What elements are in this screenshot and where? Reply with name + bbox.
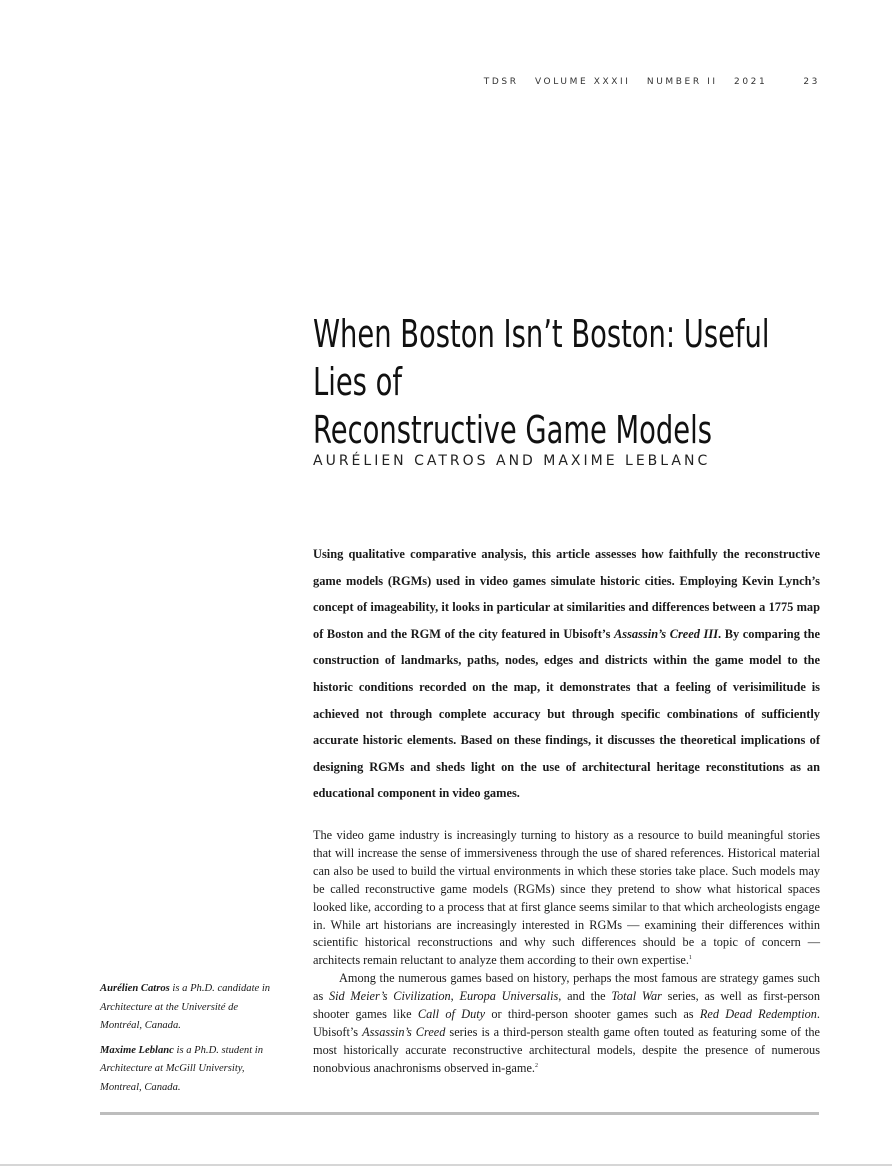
game-title-europa: Europa Universalis [459, 989, 559, 1004]
body-paragraph-1 [313, 827, 820, 970]
page-edge-rule [0, 1164, 892, 1166]
paragraph-2-text-f: . Ubisoft’s [313, 1007, 820, 1039]
paragraph-2-text-g: series is a third-person stealth game often touted as featuring some of the most historically accurate reconstructive architectural models, despite the presence of numerous nonobvious anachronisms observed in-game. [313, 1024, 820, 1075]
title-line-2: Reconstructive Game Models [313, 408, 712, 452]
article-title [313, 310, 817, 454]
page-number: 23 [803, 77, 820, 87]
footnote-ref-1: 1 [688, 955, 692, 962]
game-title-civilization: Sid Meier’s Civilization [328, 989, 451, 1004]
body-paragraph-2 [313, 970, 820, 1077]
author-bios [100, 980, 280, 1104]
body-text [313, 827, 820, 1078]
paragraph-2-text-d: series, as well as first-person shooter games like [313, 989, 820, 1022]
abstract-part-1: Using qualitative comparative analysis, this article assesses how faithfully the reconstructive game models (RGMs) used in video games simulate historic cities. Employing Kevin Lynch’s concept of imageability, it looks in particular at similarities and differences between a 1775 map of Boston and the RGM of the city featured in Ubisoft’s [313, 547, 820, 641]
author-bio [100, 980, 280, 1036]
paragraph-2-text-c: , and the [558, 989, 612, 1004]
abstract-part-2: . By comparing the construction of landmarks, paths, nodes, edges and districts within the game model to the historic conditions recorded on the map, it demonstrates that a feeling of verisimilitude is achieved not through complete accuracy but through specific combinations of sufficiently accurate historic elements. Based on these findings, it discusses the theoretical implications of designing RGMs and sheds light on the use of architectural heritage reconstitutions as an educational component in video games. [313, 626, 820, 801]
paragraph-2-text-e: or third-person shooter games such as [485, 1007, 700, 1022]
author-bio-name: Maxime Leblanc [100, 1044, 174, 1056]
game-title-red-dead: Red Dead Redemption [699, 1007, 817, 1022]
running-head [420, 77, 820, 87]
game-title-call-of-duty: Call of Duty [417, 1007, 486, 1022]
paragraph-2-text-a: Among the numerous games based on history, perhaps the most famous are strategy games such as [313, 971, 820, 1004]
game-title-total-war: Total War [611, 989, 662, 1004]
title-line-1: When Boston Isn’t Boston: Useful Lies of [313, 312, 770, 404]
journal-info: TDSR VOLUME XXXII NUMBER II 2021 [483, 77, 768, 87]
author-bio-name: Aurélien Catros [100, 983, 170, 994]
footnote-ref-2: 2 [534, 1062, 538, 1069]
author-bio-text: is a Ph.D. student in Architecture at McGill University, Montreal, Canada. [100, 1044, 264, 1093]
footer-rule [100, 1112, 819, 1115]
abstract [313, 541, 820, 807]
article-authors: AURÉLIEN CATROS AND MAXIME LEBLANC [313, 453, 711, 469]
game-title-assassins-creed: Assassin’s Creed [362, 1024, 446, 1039]
author-bio [100, 1042, 280, 1098]
paragraph-2-text-b: , [450, 989, 460, 1004]
paragraph-1-text: The video game industry is increasingly turning to history as a resource to build meaningful stories that will increase the sense of immersiveness through the use of shared references. Historical material can also be used to build the virtual environments in which these stories take place. Such models may be called reconstructive game models (RGMs) since they pretend to show what historical spaces looked like, according to a process that at first glance seems similar to that which archeologists engage in. While art historians are increasingly interested in RGMs — examining their differences within scientific historical reconstructions and why such differences should be a topic of concern — architects remain reluctant to analyze them according to their own expertise. [313, 828, 820, 968]
abstract-game-title: Assassin’s Creed III [614, 626, 719, 641]
author-bio-text: is a Ph.D. candidate in Architecture at the Université de Montréal, Canada. [100, 983, 271, 1032]
